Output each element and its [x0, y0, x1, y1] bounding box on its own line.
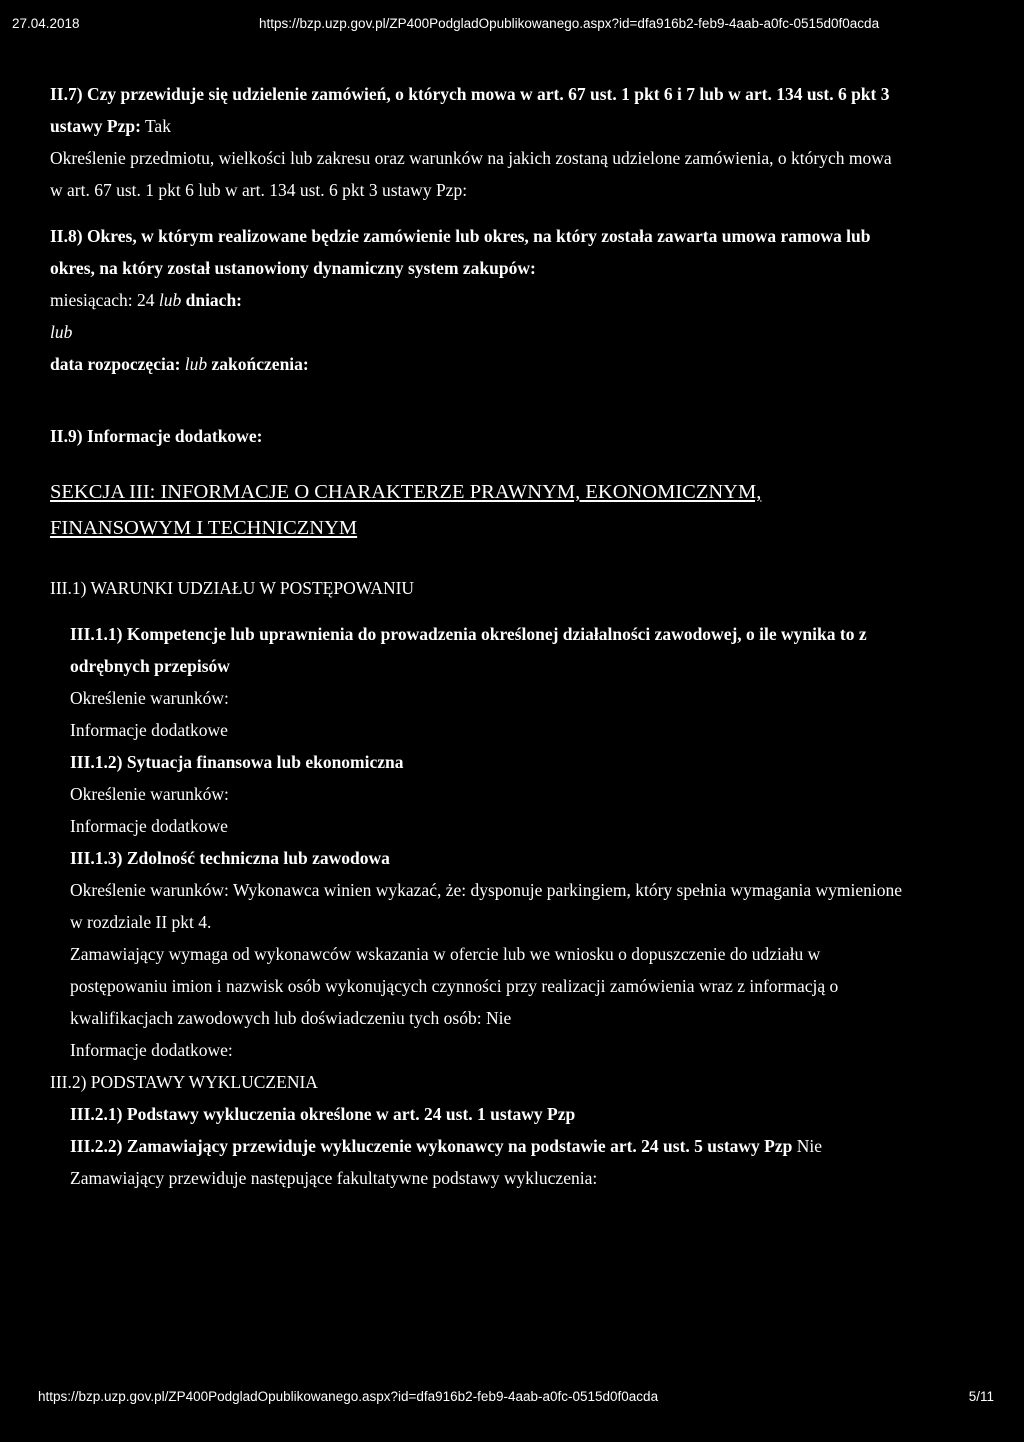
section-2-7-answer: [50, 110, 990, 142]
dates-row: [50, 348, 990, 380]
lub-connector: lub: [50, 322, 73, 342]
section-3-2-2-heading: III.2.2) Zamawiający przewiduje wykluczenie wykonawcy na podstawie art. 24 ust. 5 ustawy Pzp: [70, 1136, 793, 1156]
requirement-text-line-2: postępowaniu imion i nazwisk osób wykonujących czynności przy realizacji zamówienia wraz z informacją o: [70, 976, 839, 996]
section-3-title-line-2: FINANSOWYM I TECHNICZNYM: [50, 517, 358, 539]
section-2-8-heading-line-2: okres, na który został ustanowiony dynamiczny system zakupów:: [50, 258, 536, 278]
optional-exclusion-text: Zamawiający przewiduje następujące fakultatywne podstawy wykluczenia:: [70, 1168, 598, 1188]
section-3-2-title: III.2) PODSTAWY WYKLUCZENIA: [50, 1072, 318, 1092]
start-date-label: data rozpoczęcia:: [50, 354, 181, 374]
document-body: [50, 78, 990, 1194]
lub-connector: lub: [158, 290, 182, 310]
additional-info-label: Informacje dodatkowe:: [70, 1040, 233, 1060]
page-number: 5/11: [968, 1389, 994, 1404]
additional-info-label: Informacje dodatkowe: [70, 816, 228, 836]
print-date: 27.04.2018: [12, 16, 80, 31]
answer-value: Tak: [144, 116, 171, 136]
section-3-1-2-heading: III.1.2) Sytuacja finansowa lub ekonomiczna: [70, 752, 404, 772]
footer-url: https://bzp.uzp.gov.pl/ZP400PodgladOpublikowanego.aspx?id=dfa916b2-feb9-4aab-a0fc-0515d0f0acda: [38, 1389, 659, 1404]
end-date-label: zakończenia:: [211, 354, 309, 374]
section-3-1-1-heading-line-2: odrębnych przepisów: [70, 656, 230, 676]
page-footer: [38, 1389, 994, 1409]
section-2-9-heading: II.9) Informacje dodatkowe:: [50, 426, 263, 446]
conditions-label: Określenie warunków:: [70, 784, 229, 804]
section-3-1-title: III.1) WARUNKI UDZIAŁU W POSTĘPOWANIU: [50, 578, 415, 598]
section-3-2-1-heading: III.2.1) Podstawy wykluczenia określone w art. 24 ust. 1 ustawy Pzp: [70, 1104, 576, 1124]
section-3-2-2-value: Nie: [796, 1136, 823, 1156]
section-3-title-line-1: SEKCJA III: INFORMACJE O CHARAKTERZE PRAWNYM, EKONOMICZNYM,: [50, 481, 762, 503]
answer-label: ustawy Pzp:: [50, 116, 141, 136]
header-url: https://bzp.uzp.gov.pl/ZP400PodgladOpublikowanego.aspx?id=dfa916b2-feb9-4aab-a0fc-0515d0f0acda: [259, 16, 880, 31]
requirement-text-line-3: kwalifikacjach zawodowych lub doświadczeniu tych osób: Nie: [70, 1008, 512, 1028]
lub-connector: lub: [184, 354, 208, 374]
section-3-1-1-heading-line-1: III.1.1) Kompetencje lub uprawnienia do prowadzenia określonej działalności zawodowej, o ile wynika to z: [70, 624, 867, 644]
section-3-2-2-row: [70, 1130, 990, 1162]
conditions-label: Określenie warunków:: [70, 688, 229, 708]
requirement-text-line-1: Zamawiający wymaga od wykonawców wskazania w ofercie lub we wniosku o dopuszczenie do udziału w: [70, 944, 821, 964]
additional-info-label: Informacje dodatkowe: [70, 720, 228, 740]
section-3-1-3-heading: III.1.3) Zdolność techniczna lub zawodowa: [70, 848, 390, 868]
months-label: miesiącach:: [50, 290, 133, 310]
page-header: [12, 16, 1012, 36]
section-2-7-desc-line-2: w art. 67 ust. 1 pkt 6 lub w art. 134 ust. 6 pkt 3 ustawy Pzp:: [50, 180, 468, 200]
section-2-7-heading: II.7) Czy przewiduje się udzielenie zamówień, o których mowa w art. 67 ust. 1 pkt 6 i 7 lub w art. 134 ust. 6 pkt 3: [50, 84, 890, 104]
section-2-7-desc-line-1: Określenie przedmiotu, wielkości lub zakresu oraz warunków na jakich zostaną udzielone zamówienia, o których mowa: [50, 148, 892, 168]
conditions-text-line-2: w rozdziale II pkt 4.: [70, 912, 212, 932]
section-2-8-heading-line-1: II.8) Okres, w którym realizowane będzie zamówienie lub okres, na który została zawarta umowa ramowa lub: [50, 226, 871, 246]
conditions-text-line-1: Określenie warunków: Wykonawca winien wykazać, że: dysponuje parkingiem, który spełnia wymagania wymienione: [70, 880, 903, 900]
months-value: 24: [136, 290, 155, 310]
duration-row: [50, 284, 990, 316]
days-label: dniach:: [185, 290, 243, 310]
